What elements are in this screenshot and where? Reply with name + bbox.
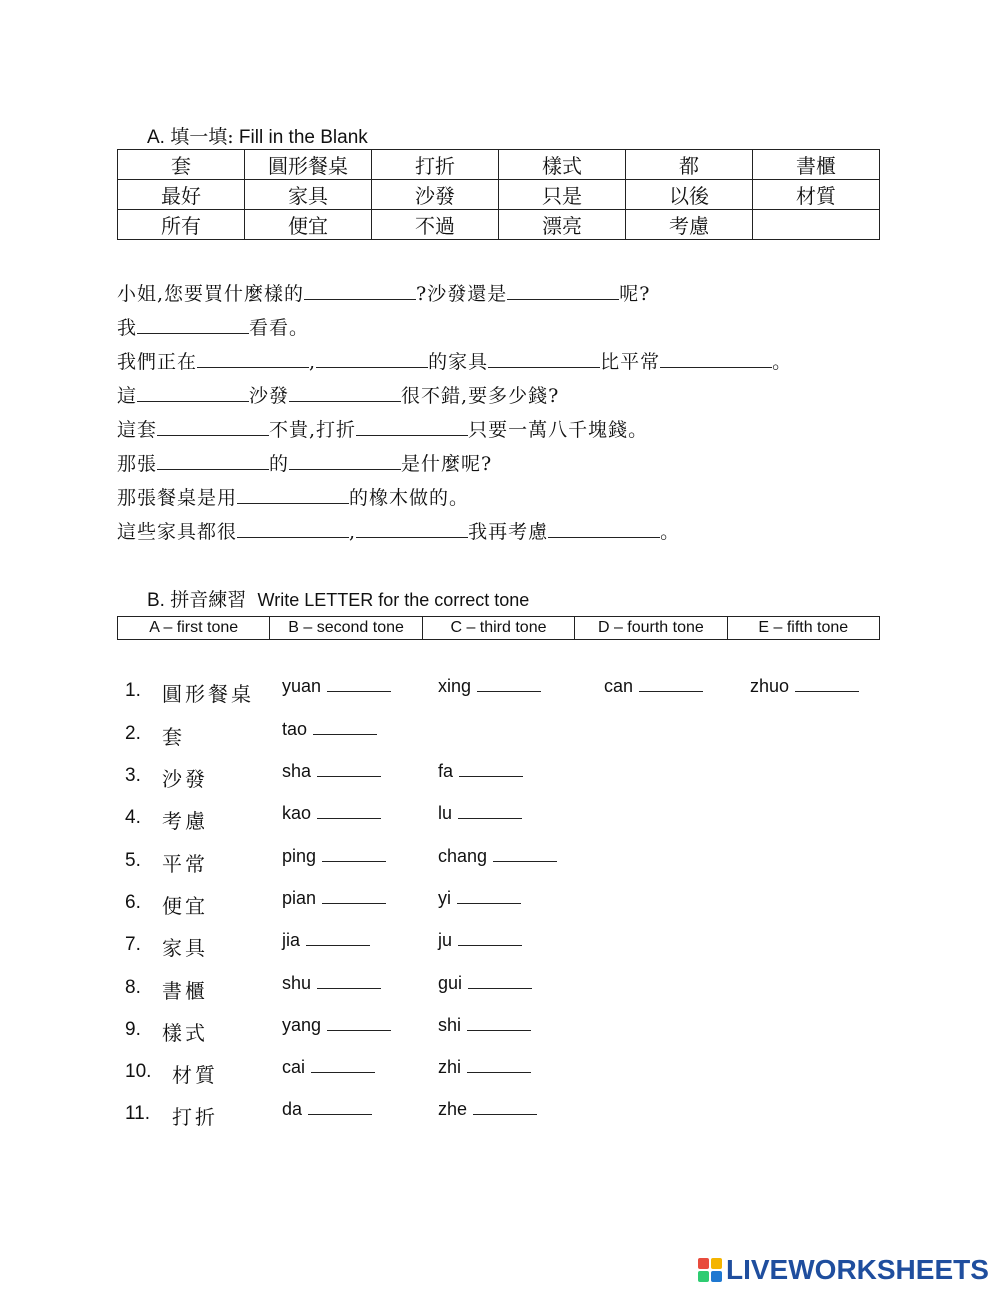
pinyin-item [282, 973, 381, 994]
word-bank-cell: 圓形餐桌 [245, 150, 372, 180]
question-word: 便宜 [162, 894, 208, 918]
tone-answer-blank[interactable] [313, 720, 377, 735]
section-b-label: B. [147, 590, 165, 611]
answer-blank[interactable] [304, 281, 416, 300]
pinyin-syllable: yi [438, 888, 451, 908]
question-number: 2. [125, 723, 141, 744]
word-bank-cell: 漂亮 [499, 210, 626, 240]
sentence-text: 只要一萬八千塊錢。 [468, 419, 649, 441]
pinyin-syllable: fa [438, 761, 454, 781]
tone-legend-cell: D – fourth tone [575, 617, 727, 640]
tone-answer-blank[interactable] [639, 677, 703, 692]
pinyin-syllable: ping [282, 846, 317, 866]
sentence-5 [117, 415, 648, 442]
pinyin-syllable: pian [282, 888, 317, 908]
pinyin-item [438, 676, 541, 697]
word-bank-cell: 打折 [372, 150, 499, 180]
word-bank-table [117, 149, 880, 240]
pinyin-item [750, 676, 859, 697]
answer-blank[interactable] [137, 383, 249, 402]
question-word: 沙發 [162, 767, 208, 791]
word-bank-cell: 套 [118, 150, 245, 180]
tone-legend-cell: B – second tone [270, 617, 422, 640]
answer-blank[interactable] [548, 519, 660, 538]
question-number: 1. [125, 680, 141, 701]
tone-answer-blank[interactable] [458, 804, 522, 819]
pinyin-item [438, 973, 532, 994]
pinyin-syllable: yang [282, 1015, 322, 1035]
tone-answer-blank[interactable] [477, 677, 541, 692]
pinyin-item [438, 1015, 531, 1036]
sentence-text: 看看。 [249, 317, 310, 339]
pinyin-item [282, 930, 370, 951]
tone-answer-blank[interactable] [459, 762, 523, 777]
pinyin-item [604, 676, 703, 697]
sentence-text: 不貴,打折 [269, 419, 357, 441]
answer-blank[interactable] [157, 451, 269, 470]
answer-blank[interactable] [488, 349, 600, 368]
word-bank-row [118, 180, 880, 210]
question-word: 書櫃 [162, 979, 208, 1003]
word-bank-cell: 樣式 [499, 150, 626, 180]
sentence-text: 這些家具都很 [117, 521, 238, 543]
pinyin-item [282, 676, 391, 697]
tone-legend-cell: A – first tone [118, 617, 270, 640]
sentence-text: 這套 [117, 419, 158, 441]
question-number: 7. [125, 934, 141, 955]
tone-answer-blank[interactable] [467, 1016, 531, 1031]
sentence-8 [117, 517, 680, 544]
sentence-text: 我們正在 [117, 351, 198, 373]
word-bank-cell: 都 [626, 150, 753, 180]
question-number: 11. [125, 1103, 151, 1124]
tone-answer-blank[interactable] [311, 1058, 375, 1073]
sentence-6 [117, 449, 492, 476]
question-number: 3. [125, 765, 141, 786]
pinyin-item [438, 761, 523, 782]
word-bank-cell: 不過 [372, 210, 499, 240]
question-word: 考慮 [162, 809, 208, 833]
sentence-text: 呢? [619, 283, 651, 305]
question-number: 5. [125, 850, 141, 871]
word-bank-cell: 只是 [499, 180, 626, 210]
section-b-title-en: Write LETTER for the correct tone [257, 590, 530, 610]
word-bank-cell [753, 210, 880, 240]
pinyin-syllable: jia [282, 930, 301, 950]
answer-blank[interactable] [316, 349, 428, 368]
word-bank-cell: 考慮 [626, 210, 753, 240]
question-number: 4. [125, 807, 141, 828]
tone-answer-blank[interactable] [317, 762, 381, 777]
sentence-text: 我 [117, 317, 138, 339]
pinyin-syllable: sha [282, 761, 312, 781]
pinyin-syllable: zhe [438, 1099, 468, 1119]
tone-answer-blank[interactable] [458, 931, 522, 946]
word-bank-cell: 所有 [118, 210, 245, 240]
tone-answer-blank[interactable] [327, 1016, 391, 1031]
tone-answer-blank[interactable] [306, 931, 370, 946]
section-a-title-cjk: 填一填: [170, 126, 234, 148]
sentence-text: ?沙發還是 [416, 283, 508, 305]
question-number: 10. [125, 1061, 152, 1082]
answer-blank[interactable] [356, 417, 468, 436]
pinyin-item [438, 1099, 537, 1120]
section-a-title-en: Fill in the Blank [238, 127, 368, 148]
question-number: 6. [125, 892, 141, 913]
answer-blank[interactable] [289, 451, 401, 470]
pinyin-item [438, 930, 522, 951]
pinyin-item [282, 1057, 375, 1078]
word-bank-cell: 便宜 [245, 210, 372, 240]
sentence-text: 的家具 [428, 351, 489, 373]
sentence-text: 很不錯,要多少錢? [401, 385, 560, 407]
sentence-text: 我再考慮 [468, 521, 549, 543]
pinyin-syllable: gui [438, 973, 463, 993]
pinyin-syllable: zhi [438, 1057, 462, 1077]
sentence-text: 那張餐桌是用 [117, 487, 238, 509]
sentence-text: 的 [269, 453, 290, 475]
tone-answer-blank[interactable] [467, 1058, 531, 1073]
pinyin-syllable: kao [282, 803, 312, 823]
answer-blank[interactable] [289, 383, 401, 402]
word-bank-cell: 家具 [245, 180, 372, 210]
tone-answer-blank[interactable] [473, 1100, 537, 1115]
question-word: 樣式 [162, 1021, 208, 1045]
tone-legend-table [117, 616, 880, 640]
answer-blank[interactable] [137, 315, 249, 334]
pinyin-item [282, 803, 381, 824]
pinyin-item [282, 1015, 391, 1036]
word-bank-row [118, 150, 880, 180]
section-b-title-cjk: 拼音練習 [170, 589, 247, 611]
pinyin-item [282, 761, 381, 782]
tone-answer-blank[interactable] [317, 974, 381, 989]
answer-blank[interactable] [237, 485, 349, 504]
sentence-text: 小姐,您要買什麼樣的 [117, 283, 305, 305]
question-word: 圓形餐桌 [162, 682, 254, 706]
pinyin-item [438, 888, 521, 909]
section-b-heading [147, 585, 529, 612]
sentence-1 [117, 279, 650, 306]
pinyin-item [282, 1099, 372, 1120]
question-word: 材質 [172, 1063, 218, 1087]
word-bank-cell: 材質 [753, 180, 880, 210]
question-word: 平常 [162, 852, 208, 876]
sentence-2 [117, 313, 309, 340]
section-a-label: A. [147, 127, 165, 148]
question-number: 8. [125, 977, 141, 998]
section-a-heading [147, 122, 368, 149]
word-bank-cell: 書櫃 [753, 150, 880, 180]
pinyin-item [282, 888, 386, 909]
tone-answer-blank[interactable] [493, 847, 557, 862]
answer-blank[interactable] [507, 281, 619, 300]
word-bank-cell: 沙發 [372, 180, 499, 210]
tone-answer-blank[interactable] [327, 677, 391, 692]
sentence-text: 那張 [117, 453, 158, 475]
sentence-text: 這 [117, 385, 138, 407]
word-bank-cell: 以後 [626, 180, 753, 210]
tone-answer-blank[interactable] [457, 889, 521, 904]
sentence-4 [117, 381, 559, 408]
pinyin-item [438, 1057, 531, 1078]
liveworksheets-logo [698, 1252, 989, 1288]
answer-blank[interactable] [197, 349, 309, 368]
question-word: 打折 [172, 1105, 218, 1129]
answer-blank[interactable] [237, 519, 349, 538]
tone-answer-blank[interactable] [322, 847, 386, 862]
tone-answer-blank[interactable] [468, 974, 532, 989]
pinyin-syllable: yuan [282, 676, 322, 696]
pinyin-syllable: tao [282, 719, 308, 739]
tone-answer-blank[interactable] [795, 677, 859, 692]
sentence-3 [117, 347, 792, 374]
tone-answer-blank[interactable] [308, 1100, 372, 1115]
pinyin-item [282, 719, 377, 740]
question-word: 家具 [162, 936, 208, 960]
word-bank-row [118, 210, 880, 240]
tone-answer-blank[interactable] [322, 889, 386, 904]
pinyin-syllable: xing [438, 676, 472, 696]
tone-legend-cell: C – third tone [422, 617, 574, 640]
answer-blank[interactable] [660, 349, 772, 368]
pinyin-item [438, 803, 522, 824]
pinyin-syllable: zhuo [750, 676, 790, 696]
sentence-7 [117, 483, 469, 510]
pinyin-syllable: cai [282, 1057, 306, 1077]
sentence-text: 。 [660, 521, 681, 543]
pinyin-syllable: da [282, 1099, 303, 1119]
logo-blocks-icon [698, 1258, 722, 1282]
question-number: 9. [125, 1019, 141, 1040]
question-word: 套 [162, 725, 185, 749]
pinyin-syllable: shi [438, 1015, 462, 1035]
logo-text: LIVEWORKSHEETS [726, 1254, 989, 1285]
pinyin-syllable: ju [438, 930, 453, 950]
pinyin-syllable: chang [438, 846, 488, 866]
sentence-text: , [309, 351, 317, 373]
word-bank-cell: 最好 [118, 180, 245, 210]
tone-answer-blank[interactable] [317, 804, 381, 819]
sentence-text: , [349, 521, 357, 543]
sentence-text: 的橡木做的。 [349, 487, 470, 509]
sentence-text: 是什麼呢? [401, 453, 493, 475]
sentence-text: 。 [772, 351, 793, 373]
sentence-text: 沙發 [249, 385, 290, 407]
pinyin-item [282, 846, 386, 867]
pinyin-syllable: shu [282, 973, 312, 993]
sentence-text: 比平常 [600, 351, 661, 373]
pinyin-item [438, 846, 557, 867]
pinyin-syllable: can [604, 676, 634, 696]
answer-blank[interactable] [356, 519, 468, 538]
pinyin-syllable: lu [438, 803, 453, 823]
tone-legend-cell: E – fifth tone [727, 617, 879, 640]
answer-blank[interactable] [157, 417, 269, 436]
